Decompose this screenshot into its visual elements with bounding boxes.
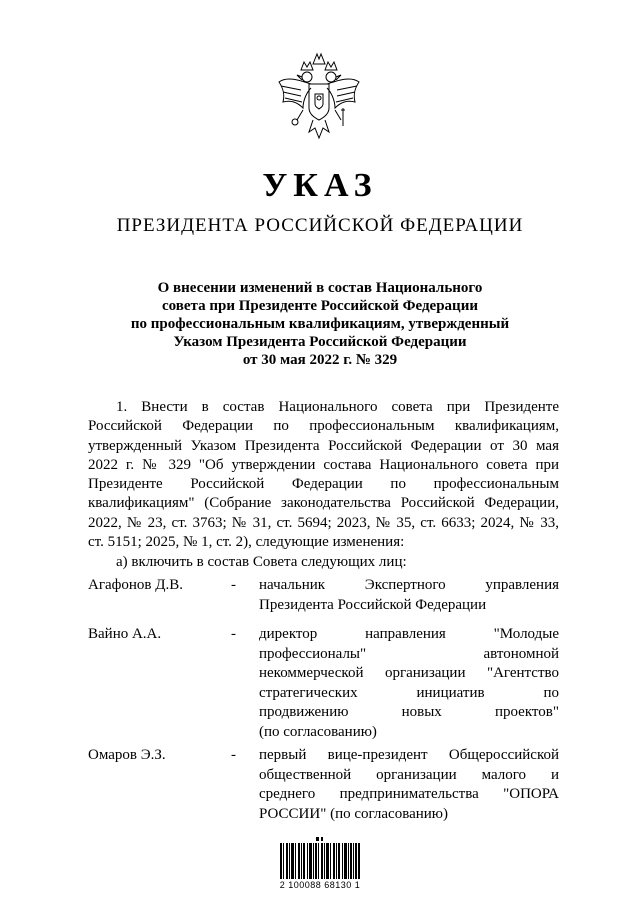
position-line: некоммерческой организации "Агентство — [259, 665, 559, 682]
member-name: Агафонов Д.В. — [88, 577, 183, 593]
heading-line: О внесении изменений в состав Национального — [157, 280, 483, 296]
member-name: Омаров Э.З. — [88, 747, 166, 763]
paragraph-line: 2022 г. № 329 "Об утверждении состава Национального совета при — [88, 456, 559, 473]
position-line: начальник Экспертного управления — [259, 577, 559, 593]
paragraph-line: Президенте Российской Федерации по профессиональным — [88, 476, 559, 493]
position-line: (по согласованию) — [259, 723, 377, 740]
position-line: общественной организации малого и — [259, 766, 559, 783]
paragraph-line: утвержденный Указом Президента Российской Федерации от 30 мая — [88, 437, 559, 454]
position-line: директор направления "Молодые — [259, 626, 559, 642]
member-position — [259, 625, 559, 743]
paragraph-line: квалификациям" (Собрание законодательства Российской Федерации, — [88, 495, 559, 512]
heading-line: Указом Президента Российской Федерации — [173, 334, 467, 350]
position-line: продвижению новых проектов" — [259, 704, 559, 721]
issuer-title: ПРЕЗИДЕНТА РОССИЙСКОЙ ФЕДЕРАЦИИ — [116, 215, 524, 236]
position-line: Президента Российской Федерации — [259, 596, 487, 613]
barcode-icon — [280, 837, 360, 879]
paragraph-line: 2022, № 23, ст. 3763; № 31, ст. 5694; 2023, № 35, ст. 6633; 2024, № 33, — [88, 514, 559, 531]
paragraph-line: 1. Внести в состав Национального совета при Президенте — [116, 399, 559, 415]
position-line: профессионалы" автономной — [259, 645, 559, 662]
member-name: Вайно А.А. — [88, 626, 162, 642]
heading-line: совета при Президенте Российской Федерации — [162, 298, 478, 314]
russian-coat-of-arms-icon — [273, 50, 365, 146]
member-dash: - — [231, 626, 236, 642]
paragraph-line: ст. 5151; 2025, № 1, ст. 2), следующие изменения: — [88, 534, 405, 551]
paragraph-line: Российской Федерации по профессиональным квалификациям, — [88, 418, 559, 435]
position-line: РОССИИ" (по согласованию) — [259, 805, 449, 822]
document-heading — [0, 279, 640, 369]
member-position — [259, 746, 559, 824]
document-type: УКАЗ — [262, 167, 378, 204]
member-dash: - — [231, 577, 236, 593]
member-position — [259, 576, 559, 615]
heading-line: по профессиональным квалификациям, утвержденный — [130, 316, 510, 332]
position-line: стратегических инициатив по — [259, 684, 559, 701]
barcode-number: 2 100088 68130 1 — [279, 880, 361, 890]
subitem-a: а) включить в состав Совета следующих лиц: — [116, 554, 407, 570]
clause-1-paragraph — [88, 398, 559, 552]
heading-line: от 30 мая 2022 г. № 329 — [242, 352, 398, 368]
position-line: среднего предпринимательства "ОПОРА — [259, 786, 559, 803]
position-line: первый вице-президент Общероссийской — [259, 747, 559, 763]
member-dash: - — [231, 747, 236, 763]
